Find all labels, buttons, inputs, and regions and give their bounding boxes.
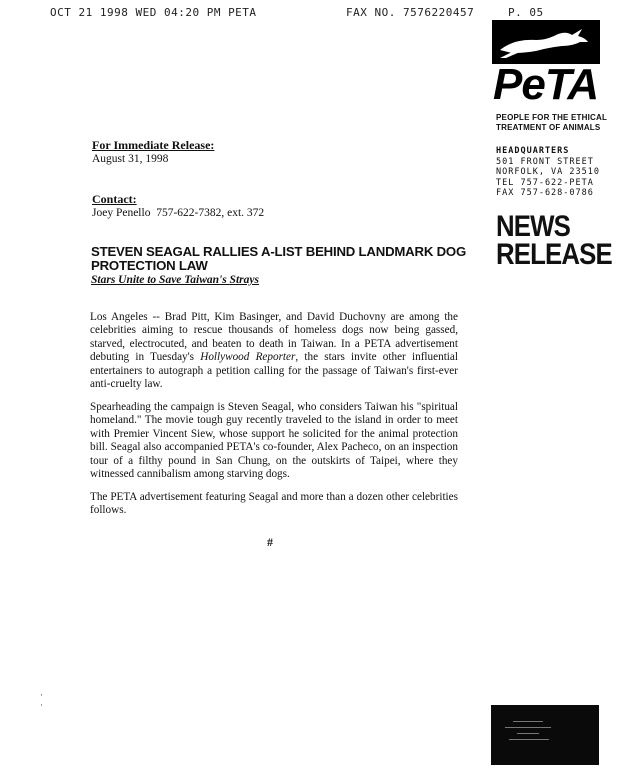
org-tagline <box>496 113 616 133</box>
body-paragraph-1 <box>90 311 458 391</box>
news-word: NEWS <box>496 210 570 243</box>
release-word: RELEASE <box>496 238 612 271</box>
body-paragraph-3: The PETA advertisement featuring Seagal and more than a dozen other celebrities follows. <box>90 491 458 517</box>
fax-page-number: P. 05 <box>508 6 544 19</box>
org-tagline-line2: TREATMENT OF ANIMALS <box>496 123 601 132</box>
telephone: TEL 757-622-PETA <box>496 177 594 188</box>
fax-artifact-block <box>491 705 599 765</box>
contact-label: Contact: <box>92 192 137 206</box>
release-block <box>92 138 214 165</box>
news-release-title <box>496 210 612 271</box>
subheadline: Stars Unite to Save Taiwan's Strays <box>91 274 259 286</box>
contact-block <box>92 192 264 219</box>
fax-line: FAX 757-628-0786 <box>496 188 594 198</box>
end-mark: # <box>267 535 273 549</box>
p1-text-start: Los Angeles -- Brad Pitt, Kim Basinger, and David Duchovny are among the celebrities aiming to rescue thousands of homeless dogs now being gassed, starved, electrocuted, and beaten to death in Taiwan. In a PETA advertisement debuting in Tuesday's <box>90 311 458 364</box>
headquarters-address <box>496 146 600 199</box>
address-city: NORFOLK, VA 23510 <box>496 167 600 177</box>
publication-name: Hollywood Reporter <box>200 351 296 364</box>
org-name-logo: PeTA <box>493 60 599 109</box>
org-tagline-line1: PEOPLE FOR THE ETHICAL <box>496 113 608 122</box>
body-paragraph-2: Spearheading the campaign is Steven Seagal, who considers Taiwan his "spiritual homeland." The movie tough guy recently traveled to the island in order to meet with Premier Vincent Siew, whose support he solicited for the animal protection bill. Seagal also accompanied PETA's co-founder, Alex Pacheco, on an inspection tour of a filthy pound in San Chung, on the outskirts of Taipei, where they witnessed cannibalism among starving dogs. <box>90 401 458 481</box>
fax-datetime: OCT 21 1998 WED 04:20 PM PETA <box>50 6 257 19</box>
address-street: 501 FRONT STREET <box>496 156 594 167</box>
release-date: August 31, 1998 <box>92 153 169 165</box>
fax-number: FAX NO. 7576220457 <box>346 6 475 19</box>
p1-text-end: , the stars invite other influential entertainers to autograph a petition calling for the passage of Taiwan's first-ever anti-cruelty law. <box>90 351 458 391</box>
leaping-rabbit-icon <box>492 20 600 64</box>
contact-value: Joey Penello 757-622-7382, ext. 372 <box>92 207 265 219</box>
scan-speck: · · <box>40 690 43 710</box>
release-label: For Immediate Release: <box>92 138 215 152</box>
headline: STEVEN SEAGAL RALLIES A-LIST BEHIND LANDMARK DOG PROTECTION LAW <box>91 244 467 273</box>
hq-label: HEADQUARTERS <box>496 146 570 156</box>
